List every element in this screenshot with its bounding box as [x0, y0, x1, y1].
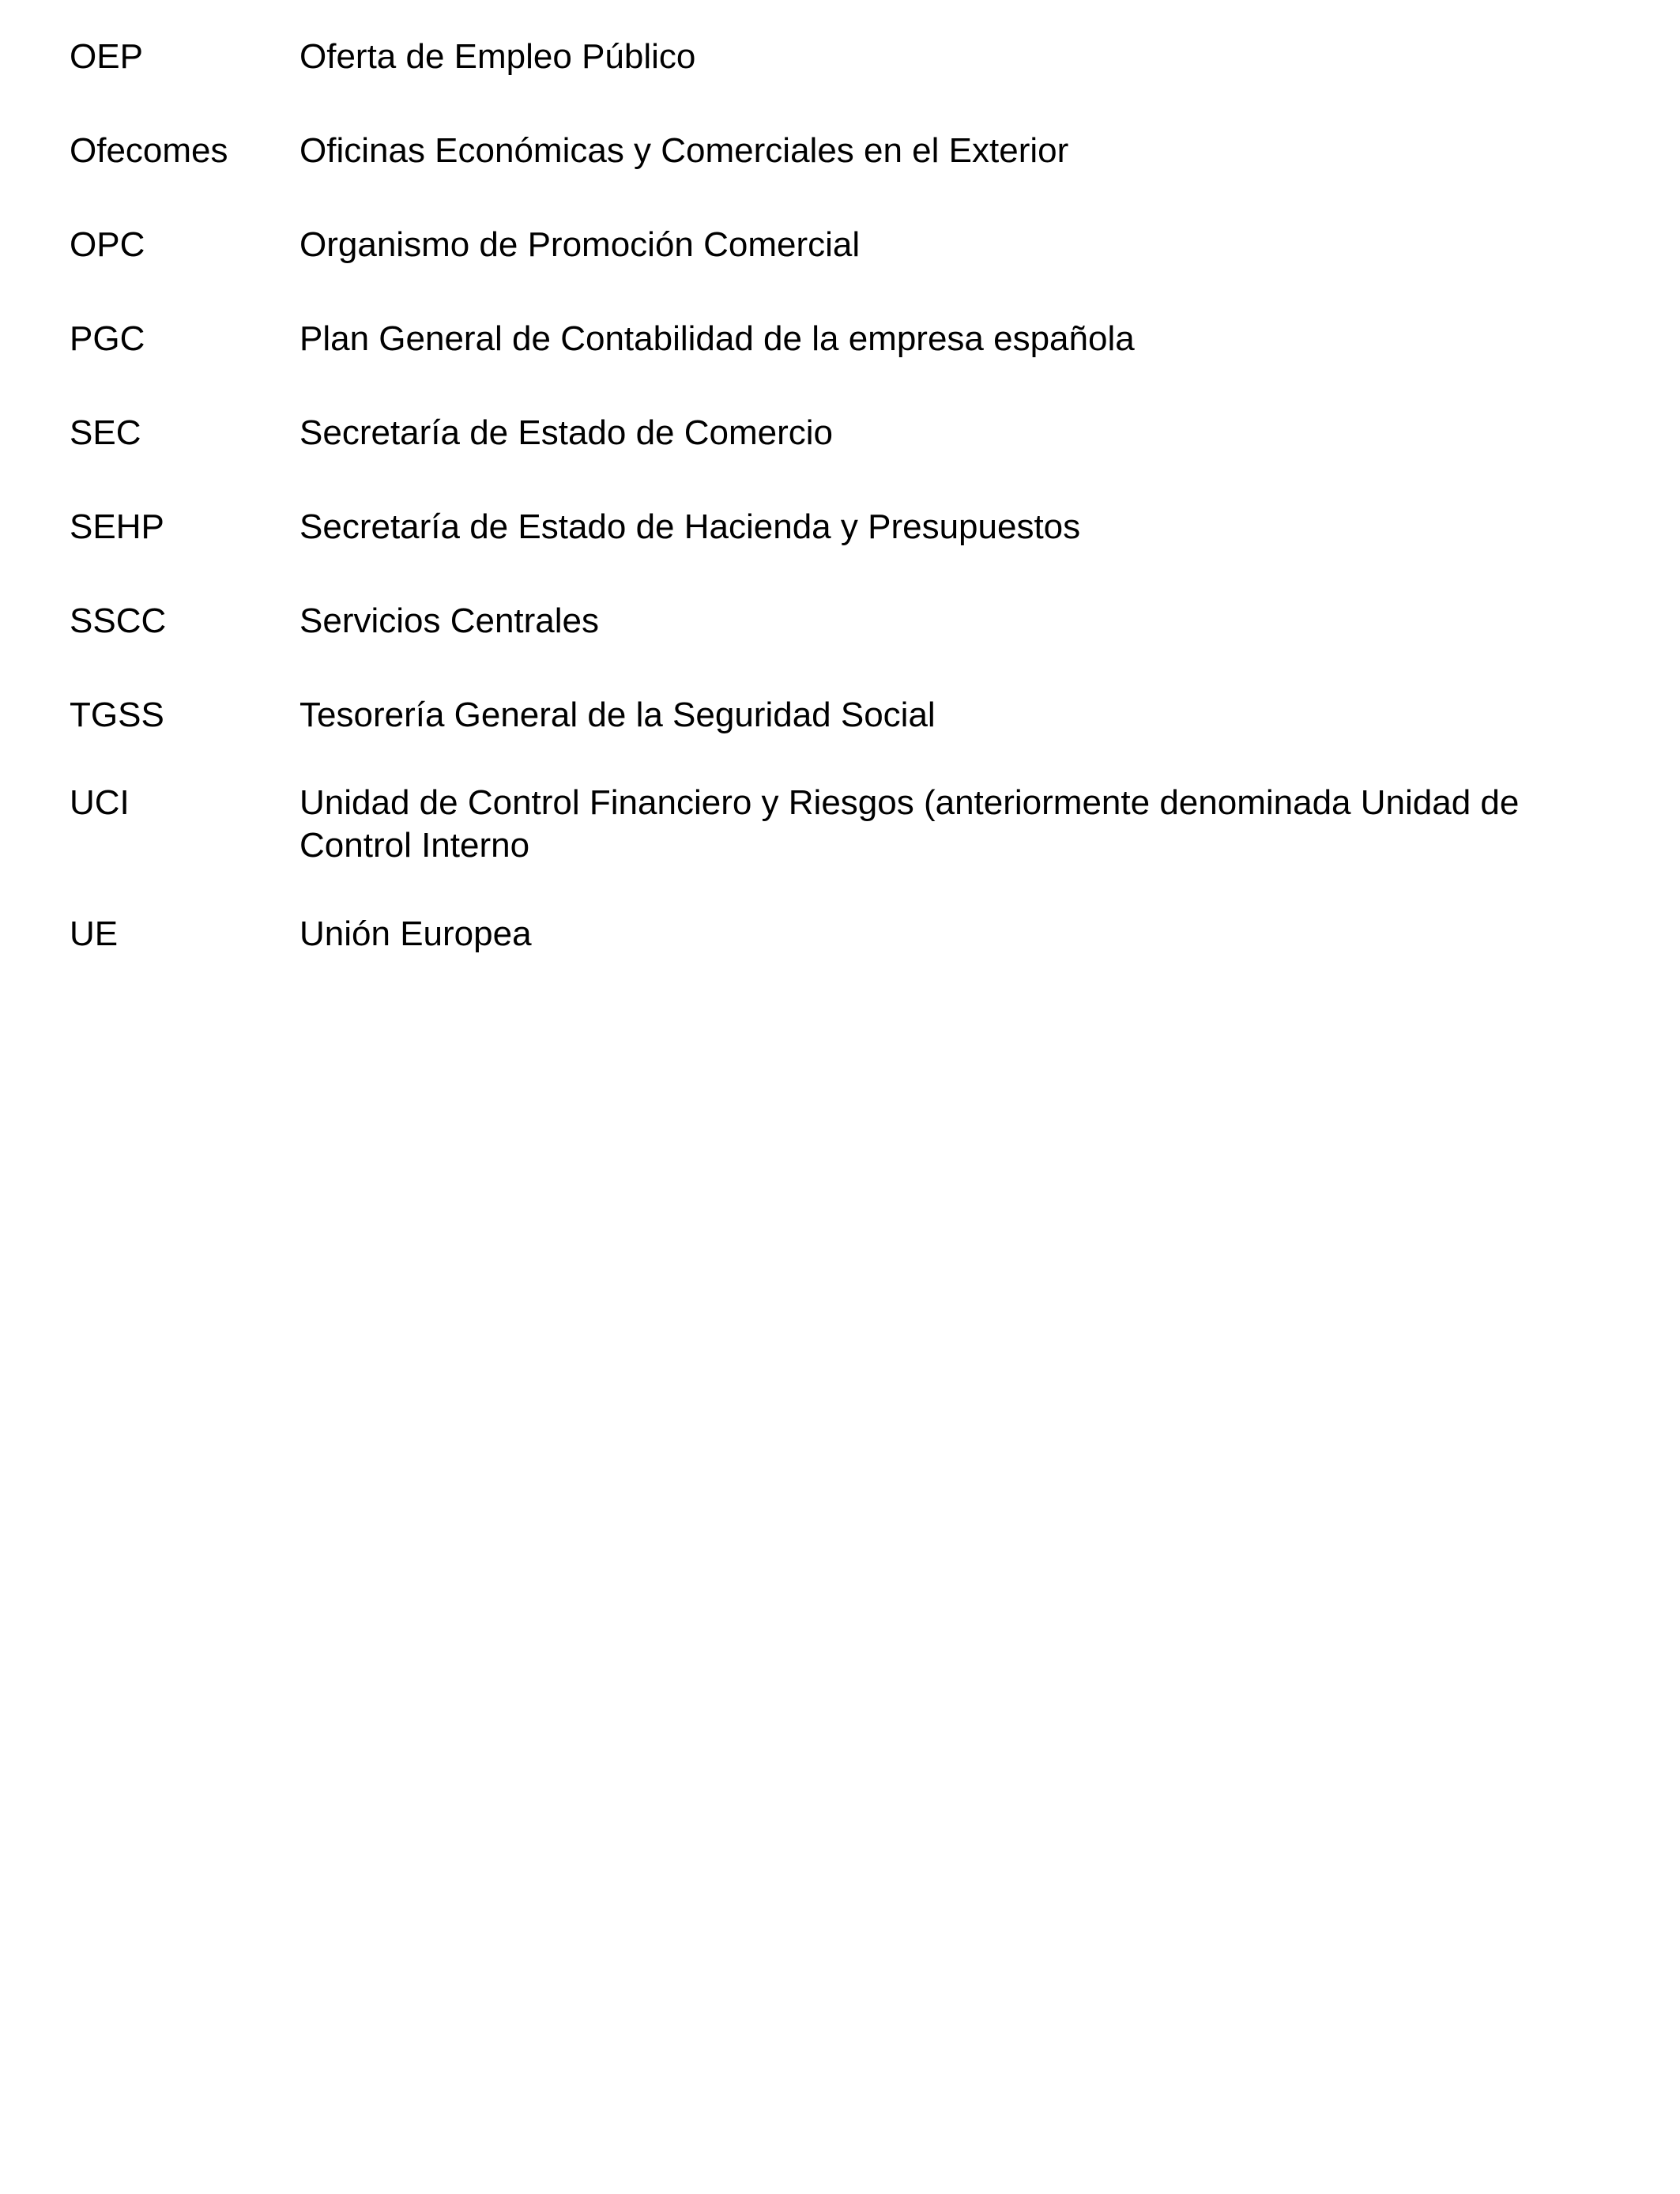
glossary-abbreviation: OEP [70, 37, 143, 76]
glossary-definition: Unión Europea [299, 914, 532, 953]
glossary-definition: Plan General de Contabilidad de la empresa española [299, 319, 1135, 358]
glossary-definition: Secretaría de Estado de Comercio [299, 413, 834, 452]
glossary-abbreviation: TGSS [70, 696, 164, 734]
glossary-definition: Oferta de Empleo Público [299, 37, 696, 76]
glossary-definition: Tesorería General de la Seguridad Social [299, 696, 936, 734]
glossary-definition: Organismo de Promoción Comercial [299, 225, 861, 264]
glossary-abbreviation: SEHP [70, 507, 164, 546]
glossary-definition: Oficinas Económicas y Comerciales en el Exterior [299, 131, 1069, 170]
glossary-abbreviation: UCI [70, 783, 130, 822]
glossary-abbreviation: UE [70, 914, 119, 953]
glossary-definition: Unidad de Control Financiero y Riesgos (anteriormente denominada Unidad de Control Interno [299, 783, 1520, 865]
glossary-abbreviation: SEC [70, 413, 141, 452]
glossary-abbreviation: Ofecomes [70, 131, 228, 170]
glossary-definition: Servicios Centrales [299, 601, 600, 640]
glossary-abbreviation: SSCC [70, 601, 167, 640]
glossary-definition: Secretaría de Estado de Hacienda y Presupuestos [299, 507, 1081, 546]
glossary-abbreviation: OPC [70, 225, 145, 264]
glossary-abbreviation: PGC [70, 319, 145, 358]
